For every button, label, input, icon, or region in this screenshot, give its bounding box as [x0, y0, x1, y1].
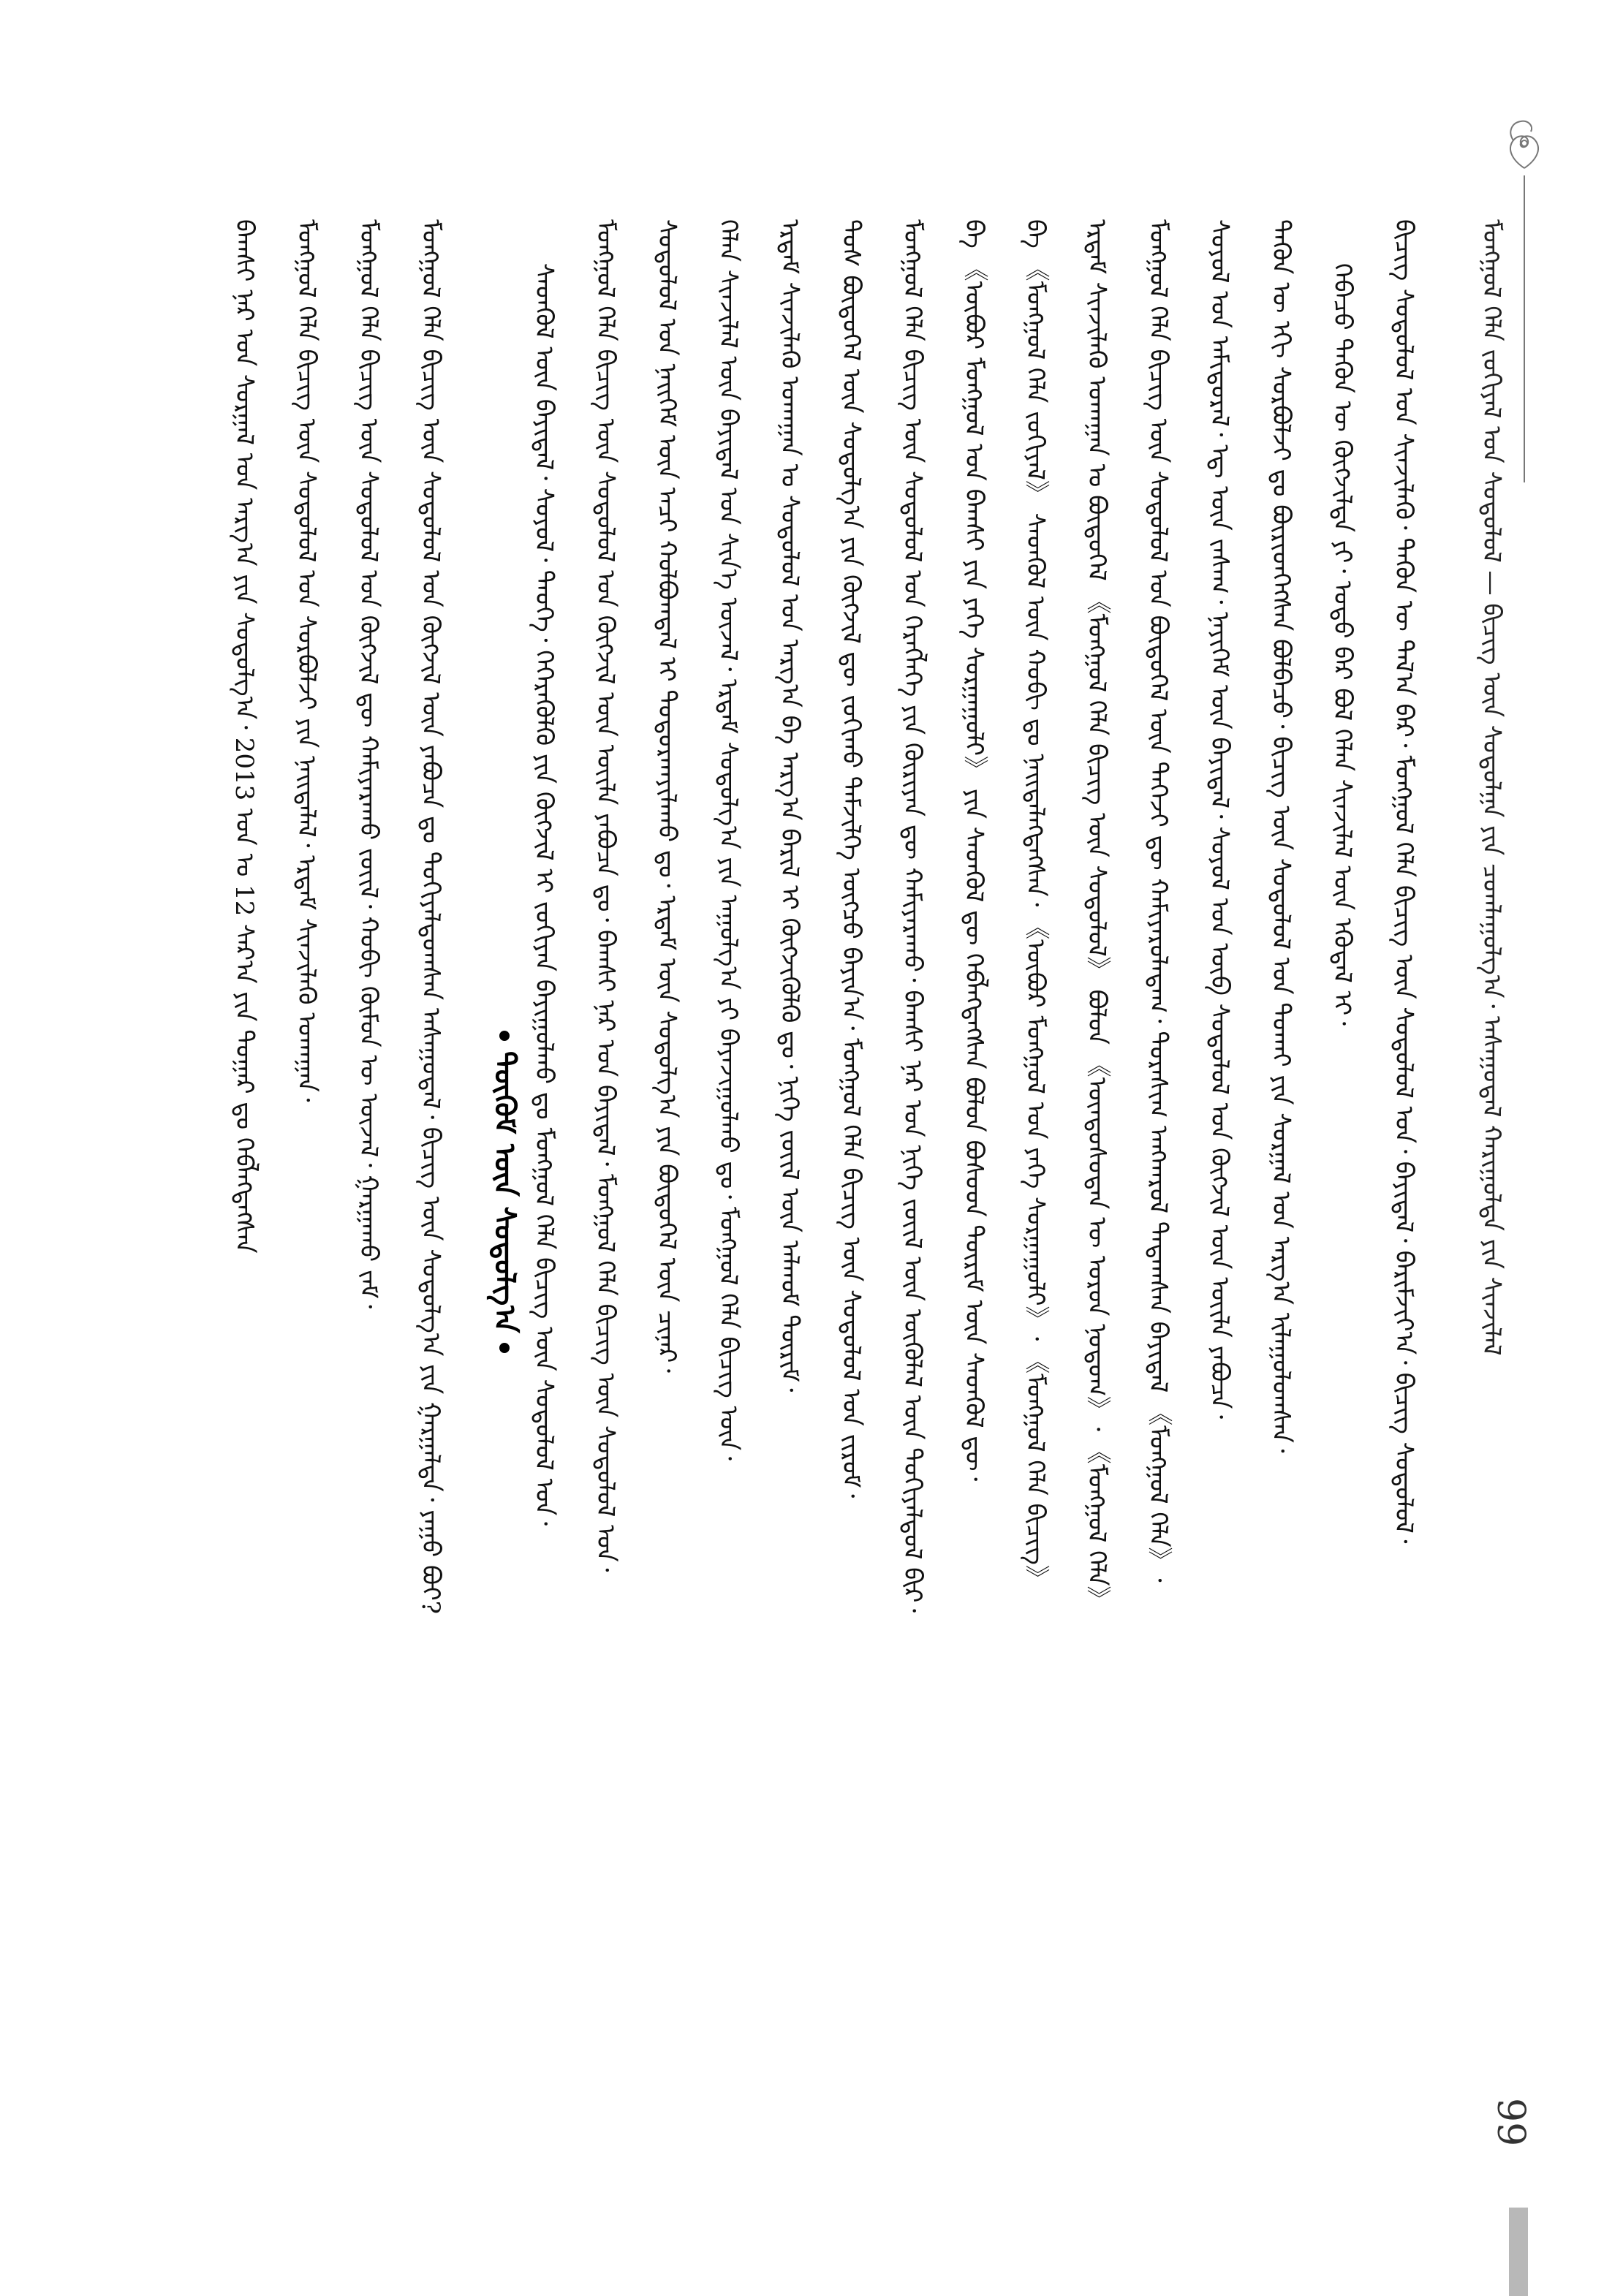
main-text-columns	[512, 219, 1433, 1988]
text-column: ᠰᠡᠳᠭᠦᠯ ᠦᠨ ᠪᠠᠶᠢᠳᠠᠯ᠂ ᠰᠣᠶᠣᠯ᠂ ᠲᠡᠦᠬᠡ᠂ ᠭᠡᠭᠡᠷᠡᠭᠦᠯᠬᠦ ᠶᠢᠨ ᠬᠥᠭᠵᠢᠯ ᠢ ᠵᠣᠬᠢᠶᠠᠨ ᠪᠠᠶᠢᠭᠤᠯᠬᠤ ᠳᠤ ᠮᠣᠩᠭᠣᠯ ᠬᠡᠯᠡ ᠪᠢᠴᠢᠭ ᠦᠨ ᠰᠤᠳᠤᠯᠤᠯ ᠤᠨ᠂	[529, 263, 559, 1526]
header-rule	[1524, 175, 1525, 482]
page-number: 99	[1488, 2098, 1532, 2147]
page-edge-tab	[1509, 2208, 1528, 2296]
bullet-icon	[499, 1343, 510, 1353]
text-column: ᠪᠠ 《ᠥᠪᠦᠷ ᠮᠣᠩᠭᠣᠯ ᠤᠨ ᠪᠠᠭᠰᠢ ᠶᠢᠨ ᠶᠡᠬᠡ ᠰᠤᠷᠭᠠᠭᠤᠯᠢ》 ᠶᠢᠨ ᠰᠡᠳᠭᠦᠯ ᠳᠦ ᠬᠡᠪᠯᠡᠭᠳᠡᠭᠰᠡᠨ ᠪᠣᠯᠤᠨ ᠪᠤᠰᠤᠳ ᠳᠦᠷᠢᠮ ᠦᠨ ᠰᠡᠳᠭᠦᠯ ᠳᠦ᠂	[959, 219, 988, 1482]
text-column: ᠪᠢᠴᠢᠭ᠌ ᠰᠤᠳᠤᠯᠤᠯ ᠤᠨ ᠰᠢᠨᠵᠢᠯᠡᠬᠦ᠂ ᠲᠡᠭᠦᠨ ᠦ ᠲᠠᠯ᠎ᠠ ᠪᠠᠷ᠂ ᠮᠣᠩᠭᠣᠯ ᠬᠡᠯᠡ ᠪᠢᠴᠢᠭ ᠦᠨ ᠰᠤᠳᠤᠯᠤᠯ ᠤᠨ᠂ ᠪᠠᠶᠢᠳᠠᠯ᠂ ᠪᠠᠷᠢᠮᠵᠢᠶ᠎ᠠ᠂ ᠪᠢᠴᠢᠭ᠌ ᠰᠤᠳᠤᠯᠤᠯ᠂	[1389, 219, 1418, 1544]
text-column: ᠭᠡᠪᠡᠴᠦ ᠲᠡᠭᠦᠨ ᠦ ᠬᠥᠭᠵᠢᠯᠲᠡ ᠶᠢ᠂ ᠣᠳᠣ ᠪᠡᠷ ᠪᠤᠯ ᠬᠡᠯᠡᠨ ᠰᠢᠨᠵᠢᠯᠡᠯ ᠦᠨ ᠡᠭᠦᠳᠡᠯ ᠢ᠂	[1328, 263, 1357, 1026]
text-column: ᠮᠣᠩᠭᠣᠯ ᠬᠡᠯᠡ ᠪᠢᠴᠢᠭ ᠦᠨ ᠰᠤᠳᠤᠯᠤᠯ ᠤᠨ ᠬᠥᠭᠵᠢᠯ ᠳᠦ ᠬᠠᠮᠢᠶᠠᠷᠠᠬᠤ ᠵᠦᠢᠯ᠂ ᠬᠤᠪᠢ ᠬᠥᠮᠦᠨ ᠦ ᠦᠵᠡᠯ᠂ ᠭᠠᠷᠭᠠᠬᠤ ᠵᠠᠮ᠂	[354, 219, 383, 1309]
text-column: ᠡᠷᠳᠡᠮ ᠰᠢᠨᠵᠢᠯᠡᠬᠦ ᠤᠬᠠᠭᠠᠨ ᠤ ᠰᠤᠳᠤᠯᠤᠯ ᠤᠨ ᠠᠷᠭ᠎ᠠ ᠪᠠ ᠠᠷᠭ᠎ᠠ ᠪᠠᠷᠢᠯ ᠢ ᠬᠥᠭᠵᠢᠭᠦᠯᠬᠦ ᠳᠤ᠂ ᠨᠢᠭᠡ ᠵᠦᠢᠯ ᠦᠨ ᠠᠯᠬᠤᠮ ᠳᠦᠷᠢᠮ᠂	[775, 219, 804, 1393]
section-heading	[475, 1031, 534, 1996]
scroll-ornament-icon	[1491, 110, 1557, 175]
section-text-columns	[212, 219, 461, 1988]
text-column: ᠪᠠᠭᠰᠢ ᠨᠠᠷ ᠤᠨ ᠰᠤᠷᠭᠠᠯ ᠤᠨ ᠠᠷᠭ᠎ᠠ ᠶᠢᠨ ᠰᠤᠳᠤᠯᠭ᠎ᠠ᠂ 2013 ᠣᠨ ᠤ 12 ᠰᠠᠷ᠎ᠠ ᠶᠢᠨ ᠳᠤᠭᠠᠷ ᠳᠤ ᠬᠡᠪᠯᠡᠭᠳᠡᠭᠰᠡᠨ	[230, 219, 259, 1254]
section-heading-text: ᠳᠦᠭᠦᠮ ᠦᠨ ᠰᠤᠳᠤᠯᠭ᠎ᠠ	[488, 1050, 522, 1333]
bullet-icon	[499, 1031, 510, 1041]
text-column: ᠮᠣᠩᠭᠣᠯ ᠬᠡᠯᠡ ᠪᠢᠴᠢᠭ ᠦᠨ ᠰᠤᠳᠤᠯᠤᠯ ᠤᠨ ᠬᠥᠭᠵᠢᠯ ᠦᠨ ᠦᠢᠯᠡ ᠶᠠᠪᠤᠴᠠ ᠳᠤ᠂ ᠪᠠᠭᠰᠢ ᠨᠠᠷ ᠤᠨ ᠪᠠᠶᠢᠳᠠᠯ᠂ ᠮᠣᠩᠭᠣᠯ ᠬᠡᠯᠡ ᠪᠢᠴᠢᠭ ᠦᠨ ᠰᠤᠳᠤᠯᠤᠯ ᠤᠨ᠂	[591, 219, 620, 1572]
text-column: ᠮᠣᠩᠭᠣᠯ ᠬᠡᠯᠡ ᠪᠢᠴᠢᠭ ᠦᠨ ᠰᠤᠳᠤᠯᠤᠯ ᠤᠨ ᠪᠦᠲᠦᠭᠡᠯ ᠦᠨ ᠳᠡᠭᠡᠵᠢ ᠳᠦ ᠬᠠᠮᠢᠶᠠᠷᠤᠯᠠᠳᠠᠭ᠂ ᠳᠤᠷᠠᠰᠢᠭ ᠠᠩᠬᠠᠷᠤᠯ ᠲᠠᠲᠠᠭᠰᠠᠨ ᠪᠠᠶᠢᠳᠠᠯ 《ᠮᠣᠩᠭᠣᠯ ᠬᠡᠯᠡ》᠂	[1143, 219, 1173, 1583]
text-column: ᠮᠣᠩᠭᠣᠯ ᠬᠡᠯᠡ ᠪᠢᠴᠢᠭ ᠦᠨ ᠰᠤᠳᠤᠯᠤᠯ ᠤᠨ ᠬᠥᠭᠵᠢᠯ ᠦᠨ ᠶᠠᠪᠤᠴᠠ ᠳᠤ ᠲᠣᠬᠢᠶᠠᠯᠳᠤᠭᠰᠠᠨ ᠠᠰᠠᠭᠤᠳᠠᠯ᠂ ᠪᠢᠴᠢᠭ᠌ ᠦᠨ ᠰᠤᠳᠤᠯᠭ᠎ᠠ ᠶᠢᠨ ᠭᠠᠷᠭᠠᠯᠲᠠ᠂ ᠶᠠᠭᠤ ᠪᠤᠢ?	[416, 219, 445, 1614]
text-column: ᠪᠠ 《ᠮᠣᠩᠭᠣᠯ ᠬᠡᠯᠡ ᠵᠣᠬᠢᠶᠠᠯ》 ᠰᠡᠳᠭᠦᠯ ᠦᠨ ᠬᠤᠪᠢ ᠳᠤ ᠨᠡᠢᠲᠡᠯᠡᠭᠳᠡᠭᠰᠡᠨ᠂ 《ᠥᠪᠦᠷ ᠮᠣᠩᠭᠣᠯ ᠤᠨ ᠶᠡᠬᠡ ᠰᠤᠷᠭᠠᠭᠤᠯᠢ》᠂ 《ᠮᠣᠩᠭᠣᠯ ᠬᠡᠯᠡ ᠪᠢᠴᠢᠭ》	[1021, 219, 1050, 1590]
text-column: ᠲᠤᠰ ᠪᠦᠲᠦᠭᠡᠯ ᠦᠨ ᠰᠤᠳᠤᠯᠭ᠎ᠠ ᠶᠢᠨ ᠬᠥᠭᠵᠢᠯ ᠳᠦ ᠵᠣᠬᠢᠬᠤ ᠳᠡᠮᠵᠢᠯᠭᠡ ᠥᠭᠴᠦ ᠪᠠᠶᠢᠨ᠎ᠠ᠂ ᠮᠣᠩᠭᠣᠯ ᠬᠡᠯᠡ ᠪᠢᠴᠢᠭ ᠦᠨ ᠰᠤᠳᠤᠯᠤᠯ ᠤᠨ ᠵᠢᠷᠤᠮ᠂	[836, 219, 866, 1499]
text-column: ᠬᠡᠯᠡᠨ ᠰᠢᠨᠵᠢᠯᠡᠯ ᠦᠨ ᠪᠠᠶᠢᠳᠠᠯ ᠤᠨ ᠰᠢᠨ᠎ᠡ ᠦᠵᠡᠯ᠂ ᠡᠷᠳᠡᠮ ᠰᠤᠳᠤᠯᠭ᠎ᠠ ᠶᠢᠨ ᠠᠭᠤᠯᠭ᠎ᠠ ᠶᠢ ᠪᠠᠶᠠᠵᠢᠭᠤᠯᠬᠤ ᠳᠤ᠂ ᠮᠣᠩᠭᠣᠯ ᠬᠡᠯᠡ ᠪᠢᠴᠢᠭ ᠦᠨ᠂	[714, 219, 743, 1461]
text-column: ᠲᠡᠭᠦᠨ ᠦ ᠡᠬᠢ ᠰᠤᠷᠪᠤᠯᠵᠢ ᠳᠤ ᠪᠦᠷᠢᠳᠬᠡᠭᠰᠡᠨ ᠪᠤᠯᠪᠠᠴᠤ᠂ ᠪᠢᠴᠢᠭ᠌ ᠦᠨ ᠰᠤᠳᠤᠯᠤᠯ ᠤᠨ ᠲᠤᠬᠠᠢ ᠶᠢᠨ ᠰᠤᠷᠭᠠᠯ ᠤᠨ ᠠᠷᠭ᠎ᠠ ᠢᠯᠠᠭᠤᠯᠤᠭᠰᠠᠨ᠂	[1266, 219, 1295, 1453]
text-column: ᠮᠣᠩᠭᠣᠯ ᠬᠡᠯᠡ ᠪᠢᠴᠢᠭ ᠦᠨ ᠰᠤᠳᠤᠯᠤᠯ ᠤᠨ ᠰᠤᠷᠪᠤᠯᠵᠢ ᠶᠢᠨ ᠨᠡᠢᠲᠡᠯᠡᠯ᠂ ᠡᠷᠳᠡᠮ ᠰᠢᠨᠵᠢᠯᠡᠬᠦ ᠤᠬᠠᠭᠠᠨ᠂	[292, 219, 321, 1102]
running-title: ᠮᠣᠩᠭᠣᠯ ᠬᠡᠯᠡ ᠵᠣᠬᠢᠶᠠᠯ ᠤᠨ ᠰᠤᠳᠤᠯᠤᠯ — ᠪᠢᠴᠢᠭ ᠦᠨ ᠰᠤᠳᠤᠯᠭᠠ ᠶᠢᠨ ᠴᠤᠭᠯᠠᠭᠤᠯᠭ᠎ᠠ᠂ ᠠᠰᠠᠭᠤᠳᠠᠯ ᠬᠠᠷᠢᠭᠤᠯᠲᠠ ᠶᠢᠨ ᠰᠢᠨᠵᠢᠯᠡᠯ	[1477, 219, 1506, 1356]
text-column: ᠮᠣᠩᠭᠣᠯ ᠬᠡᠯᠡ ᠪᠢᠴᠢᠭ ᠦᠨ ᠰᠤᠳᠤᠯᠤᠯ ᠤᠨ ᠬᠡᠷᠡᠭᠯᠡᠭᠡ ᠶᠢᠨ ᠬᠦᠷᠢᠶᠡᠨ ᠳᠦ ᠬᠠᠮᠢᠶᠠᠷᠠᠬᠤ᠂ ᠪᠠᠭᠰᠢ ᠨᠠᠷ ᠤᠨ ᠨᠢᠭᠡ ᠵᠦᠢᠯ ᠦᠨ ᠥᠭᠦᠯᠡᠯ ᠦᠨ ᠲᠣᠬᠢᠶᠠᠯᠳᠤᠯ ᠪᠢᠷ᠂	[898, 219, 927, 1613]
text-column: ᠡᠷᠳᠡᠮ ᠰᠢᠨᠵᠢᠯᠡᠬᠦ ᠤᠬᠠᠭᠠᠨ ᠤ ᠪᠦᠲᠦᠭᠡᠯ 《ᠮᠣᠩᠭᠣᠯ ᠬᠡᠯᠡ ᠪᠢᠴᠢᠭ ᠦᠨ ᠰᠤᠳᠤᠯᠤᠯ》 ᠪᠤᠯᠤᠨ 《ᠦᠨᠳᠦᠰᠦᠲᠡᠨ ᠦ ᠤᠷᠤᠨ ᠨᠤᠲᠤᠭ》᠂ 《ᠮᠣᠩᠭᠣᠯ ᠬᠡᠯᠡ》	[1082, 219, 1111, 1611]
text-column: ᠰᠤᠳᠤᠯᠤᠯ ᠤᠨ ᠨᠡᠢᠭᠡᠮ ᠦᠨ ᠠᠴᠢ ᠬᠣᠯᠪᠣᠭᠳᠠᠯ ᠢ ᠲᠣᠳᠤᠷᠬᠠᠶᠢᠯᠠᠬᠤ ᠳᠤ᠂ ᠡᠷᠳᠡᠮ ᠦᠨ ᠰᠤᠳᠤᠯᠭ᠎ᠠ ᠶᠢᠨ ᠪᠦᠲᠦᠭᠡᠯ ᠦᠨ ᠴᠢᠨᠠᠷ᠂	[652, 219, 681, 1374]
text-column: ᠰᠣᠶᠣᠯ ᠤᠨ ᠠᠮᠢᠳᠤᠷᠠᠯ᠂ ᠡᠳ᠋ ᠦᠨ ᠵᠠᠰᠠᠭ᠂ ᠨᠡᠶᠢᠭᠡᠮ ᠦᠨ ᠪᠠᠶᠢᠳᠠᠯ᠂ ᠰᠣᠶᠣᠯ ᠤᠨ ᠥᠪ ᠰᠤᠳᠤᠯᠤᠯ ᠤᠨ ᠬᠥᠭᠵᠢᠯ ᠦᠨ ᠦᠢᠯᠡ ᠶᠠᠪᠤᠴᠠ᠂	[1205, 219, 1234, 1420]
